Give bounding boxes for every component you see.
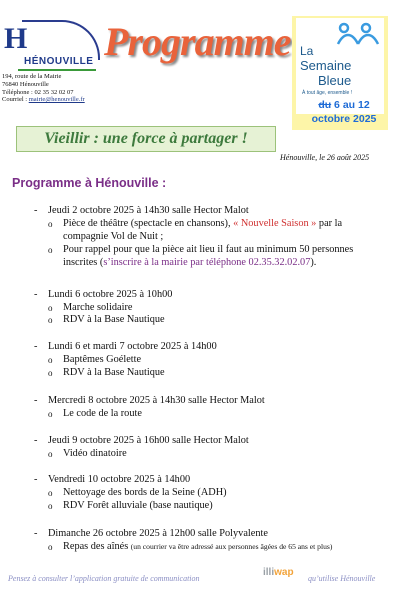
dates-line-2: octobre 2025 bbox=[311, 113, 377, 125]
circle-bullet-icon: o bbox=[48, 315, 53, 325]
subitem-text: Le code de la route bbox=[63, 408, 142, 419]
subitem-text bbox=[63, 244, 393, 269]
dash-bullet: - bbox=[34, 435, 38, 446]
circle-bullet-icon: o bbox=[48, 449, 53, 459]
dash-bullet: - bbox=[34, 395, 38, 406]
text-part: Repas des aînés bbox=[63, 541, 131, 552]
event-title: Lundi 6 et mardi 7 octobre 2025 à 14h00 bbox=[48, 341, 217, 352]
circle-bullet-icon: o bbox=[48, 542, 53, 552]
illiwap-brand-b: wap bbox=[274, 567, 294, 578]
subitem-text: RDV à la Base Nautique bbox=[63, 367, 165, 378]
semaine-bleue-box bbox=[292, 16, 388, 130]
address-line: Téléphone : 02 35 32 02 07 bbox=[2, 88, 74, 96]
subitem-text bbox=[63, 541, 403, 554]
event-title: Mercredi 8 octobre 2025 à 14h30 salle Hector Malot bbox=[48, 395, 265, 406]
event-title: Lundi 6 octobre 2025 à 10h00 bbox=[48, 289, 173, 300]
text-part: compagnie Vol de Nuit ; bbox=[63, 230, 164, 242]
address-line: 194, route de la Mairie bbox=[2, 73, 62, 80]
circle-bullet-icon: o bbox=[48, 355, 53, 365]
logo-underline bbox=[18, 69, 96, 71]
courriel-link[interactable]: mairie@henouville.fr bbox=[28, 96, 85, 104]
logo-swoosh bbox=[22, 20, 100, 60]
address-block bbox=[2, 73, 102, 104]
show-name: « Nouvelle Saison » bbox=[233, 218, 317, 229]
circle-bullet-icon: o bbox=[48, 501, 53, 511]
subitem-text: RDV Forêt alluviale (base nautique) bbox=[63, 500, 213, 511]
section-heading: Programme à Hénouville : bbox=[12, 176, 167, 190]
circle-bullet-icon: o bbox=[48, 303, 53, 313]
date-line: Hénouville, le 26 août 2025 bbox=[280, 153, 370, 162]
address-line: 76840 Hénouville bbox=[2, 80, 49, 88]
sb-tagline: À tout âge, ensemble ! bbox=[302, 90, 353, 96]
subitem-text: Nettoyage des bords de la Seine (ADH) bbox=[63, 487, 227, 498]
sb-la: La bbox=[300, 44, 314, 58]
dash-bullet: - bbox=[34, 341, 38, 352]
logo-name: HÉNOUVILLE bbox=[24, 56, 94, 67]
text-part: inscrites ( bbox=[63, 256, 104, 268]
sb-semaine: Semaine bbox=[300, 58, 352, 73]
courriel-label: Courriel : bbox=[2, 96, 28, 104]
text-part: par la bbox=[316, 218, 343, 229]
footer-right-text: qu’utilise Hénouville bbox=[308, 574, 376, 583]
sb-bleue: Bleue bbox=[318, 73, 352, 88]
subitem-text: Marche solidaire bbox=[63, 302, 133, 313]
slogan: Vieillir : une force à partager ! bbox=[44, 130, 248, 147]
dash-bullet: - bbox=[34, 289, 38, 300]
circle-bullet-icon: o bbox=[48, 245, 53, 255]
subitem-text: RDV à la Base Nautique bbox=[63, 314, 165, 325]
circle-bullet-icon: o bbox=[48, 409, 53, 419]
event-title: Jeudi 9 octobre 2025 à 16h00 salle Hector Malot bbox=[48, 435, 249, 446]
semaine-bleue-dates bbox=[300, 98, 388, 126]
dates-line-1 bbox=[300, 98, 388, 112]
henouville-logo bbox=[4, 20, 98, 72]
illiwap-brand-a: illi bbox=[263, 567, 275, 578]
logo-letter: H bbox=[4, 22, 28, 55]
dash-bullet: - bbox=[34, 474, 38, 485]
text-note: (un courrier va être adressé aux personnes âgées de 65 ans et plus) bbox=[130, 542, 333, 551]
dates-range: 6 au 12 bbox=[331, 99, 370, 111]
dash-bullet: - bbox=[34, 205, 38, 216]
event-title: Vendredi 10 octobre 2025 à 14h00 bbox=[48, 474, 191, 485]
dates-strike: du bbox=[318, 99, 332, 111]
slogan-box bbox=[16, 126, 276, 152]
subitem-text bbox=[63, 218, 393, 243]
footer-left-text: Pensez à consulter l’application gratuite de communication bbox=[8, 574, 200, 583]
courriel-line bbox=[2, 96, 102, 104]
subitem-text: Baptêmes Goélette bbox=[63, 354, 142, 365]
illiwap-logo bbox=[263, 567, 294, 578]
people-icon bbox=[336, 22, 380, 46]
event-title: Dimanche 26 octobre 2025 à 12h00 salle Polyvalente bbox=[48, 528, 268, 539]
text-part: ). bbox=[310, 256, 317, 268]
text-part: Pièce de théâtre (spectacle en chansons), bbox=[63, 218, 234, 229]
dash-bullet: - bbox=[34, 528, 38, 539]
subitem-text: Vidéo dinatoire bbox=[63, 448, 127, 459]
registration-note: s’inscrire à la mairie par téléphone 02.35.32.02.07 bbox=[103, 256, 311, 268]
circle-bullet-icon: o bbox=[48, 368, 53, 378]
circle-bullet-icon: o bbox=[48, 488, 53, 498]
page-title: Programme bbox=[104, 19, 291, 64]
circle-bullet-icon: o bbox=[48, 219, 53, 229]
text-part: Pour rappel pour que la pièce ait lieu il faut au minimum 50 personnes bbox=[63, 244, 354, 255]
event-title: Jeudi 2 octobre 2025 à 14h30 salle Hector Malot bbox=[48, 205, 249, 216]
